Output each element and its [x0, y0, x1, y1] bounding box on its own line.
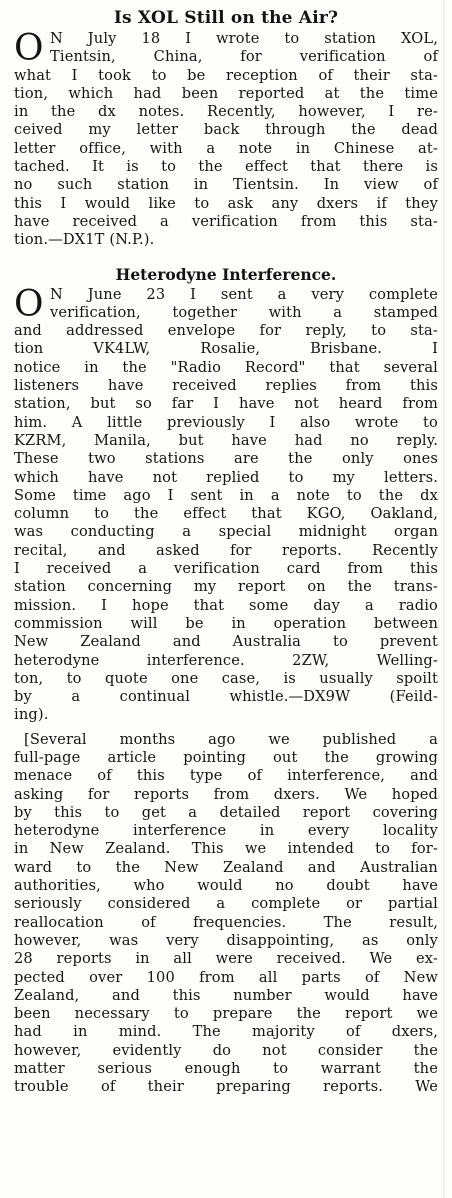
- text-line: in the dx notes. Recently, however, I re-: [14, 103, 438, 121]
- text-line: listeners have received replies from this: [14, 377, 438, 395]
- text-line: asking for reports from dxers. We hoped: [14, 785, 438, 803]
- text-line: notice in the "Radio Record" that several: [14, 358, 438, 376]
- text-line: recital, and asked for reports. Recently: [14, 541, 438, 559]
- text-line: KZRM, Manila, but have had no reply.: [14, 431, 438, 449]
- text-line: tion, which had been reported at the time: [14, 84, 438, 102]
- headline-xol: Is XOL Still on the Air?: [113, 8, 339, 28]
- dropcap-xol: O: [14, 28, 44, 69]
- text-line: I received a verification card from this: [14, 560, 438, 578]
- text-line: in New Zealand. This we intended to for-: [14, 840, 438, 858]
- text-line: heterodyne interference in every locality: [14, 822, 438, 840]
- text-line: [Several months ago we published a: [24, 730, 438, 748]
- text-line: however, was very disappointing, as only: [14, 931, 438, 949]
- text-line: tion.—DX1T (N.P.).: [14, 231, 155, 249]
- text-line: menace of this type of interference, and: [14, 767, 438, 785]
- text-line: commission will be in operation between: [14, 614, 438, 632]
- text-line: him. A little previously I also wrote to: [14, 413, 438, 431]
- column-rule: [443, 0, 444, 1198]
- text-line: Some time ago I sent in a note to the dx: [14, 486, 438, 504]
- text-line: matter serious enough to warrant the: [14, 1060, 438, 1078]
- text-line: have received a verification from this sta-: [14, 212, 438, 230]
- text-line: which have not replied to my letters.: [14, 468, 438, 486]
- text-line: station, but so far I have not heard from: [14, 395, 438, 413]
- text-line: mission. I hope that some day a radio: [14, 596, 438, 614]
- text-line: tion VK4LW, Rosalie, Brisbane. I: [14, 340, 438, 358]
- text-line: New Zealand and Australia to prevent: [14, 633, 438, 651]
- text-line: and addressed envelope for reply, to sta-: [14, 322, 438, 340]
- dropcap-paragraph-heterodyne: [14, 283, 438, 325]
- text-line: Tientsin, China, for verification of: [50, 48, 438, 66]
- text-line: by this to get a detailed report covering: [14, 803, 438, 821]
- article-heterodyne-body: [14, 283, 438, 725]
- text-line: was conducting a special midnight organ: [14, 523, 438, 541]
- text-line: verification, together with a stamped: [50, 303, 438, 321]
- dropcap-paragraph-xol: [14, 30, 438, 67]
- text-line: station concerning my report on the trans-: [14, 578, 438, 596]
- text-line: Zealand, and this number would have: [14, 986, 438, 1004]
- text-line: 28 reports in all were received. We ex-: [14, 950, 438, 968]
- text-line: by a continual whistle.—DX9W (Feild-: [14, 688, 438, 706]
- text-line: full-page article pointing out the growing: [14, 748, 438, 766]
- text-line: ward to the New Zealand and Australian: [14, 858, 438, 876]
- dropcap-heterodyne: O: [14, 283, 44, 325]
- text-line: tached. It is to the effect that there is: [14, 158, 438, 176]
- text-line: ceived my letter back through the dead: [14, 121, 438, 139]
- text-line: authorities, who would no doubt have: [14, 877, 438, 895]
- text-line: ing).: [14, 706, 49, 724]
- text-line: These two stations are the only ones: [14, 450, 438, 468]
- text-line: N June 23 I sent a very complete: [50, 285, 438, 303]
- text-line: pected over 100 from all parts of New: [14, 968, 438, 986]
- text-line: what I took to be reception of their sta-: [14, 66, 438, 84]
- text-line: letter office, with a note in Chinese at-: [14, 139, 438, 157]
- text-line: heterodyne interference. 2ZW, Welling-: [14, 651, 438, 669]
- text-line: reallocation of frequencies. The result,: [14, 913, 438, 931]
- text-line: this I would like to ask any dxers if they: [14, 194, 438, 212]
- text-line: had in mind. The majority of dxers,: [14, 1023, 438, 1041]
- headline-heterodyne: Heterodyne Interference.: [115, 264, 337, 284]
- text-line: N July 18 I wrote to station XOL,: [50, 30, 438, 47]
- article-xol-body: [14, 30, 438, 250]
- text-line: column to the effect that KGO, Oakland,: [14, 505, 438, 523]
- text-line: trouble of their preparing reports. We: [14, 1078, 438, 1096]
- text-line: no such station in Tientsin. In view of: [14, 176, 438, 194]
- text-line: seriously considered a complete or partial: [14, 895, 438, 913]
- text-line: ton, to quote one case, is usually spoilt: [14, 669, 438, 687]
- text-line: been necessary to prepare the report we: [14, 1005, 438, 1023]
- text-line: however, evidently do not consider the: [14, 1041, 438, 1059]
- news-column: [14, 6, 438, 1097]
- editor-note-body: [14, 731, 438, 1097]
